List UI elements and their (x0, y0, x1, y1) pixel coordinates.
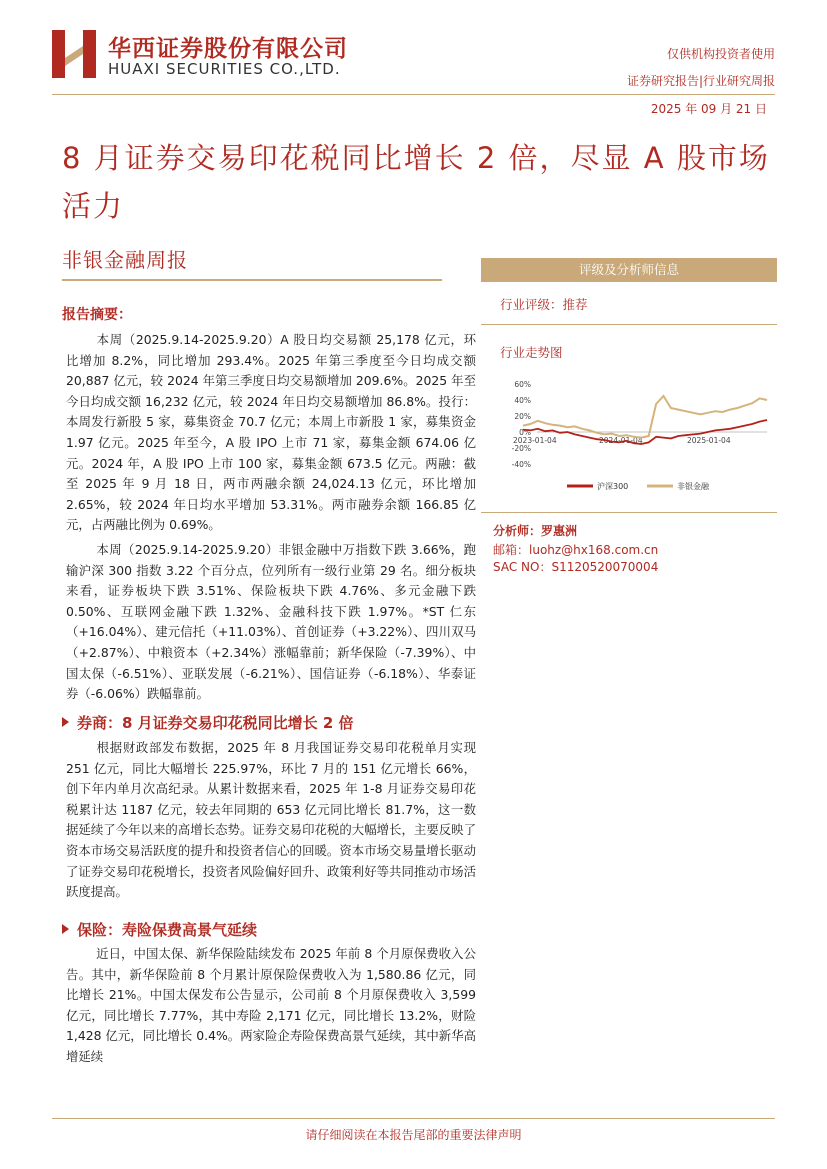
section-insurance-paragraph: 近日，中国太保、新华保险陆续发布 2025 年前 8 个月原保费收入公告。其中，新华保险前 8 个月累计原保险保费收入为 1,580.86 亿元，同比增长 21%。中国太保发布公告显示，公司前 8 个月原保费收入 3,599 亿元，同比增长 7.77%，其中寿险 2,171 亿元，同比增长 13.2%，财险 1,428 亿元，同比增长 0.4%。两家险企寿险保费高景气延续，其中新华高增延续 (66, 946, 476, 1064)
y-tick-label: 20% (514, 412, 531, 421)
section-insurance-heading: 保险：寿险保费高景气延续 (62, 919, 257, 940)
report-title: 8 月证券交易印花税同比增长 2 倍，尽显 A 股市场活力 (62, 141, 770, 223)
analyst-email[interactable]: 邮箱：luohz@hx168.com.cn (493, 543, 659, 557)
triangle-bullet-icon (62, 717, 69, 727)
y-tick-label: -20% (511, 444, 531, 453)
x-tick-label: 2023-01-04 (513, 436, 557, 445)
y-tick-label: 0% (519, 428, 531, 437)
audience-note: 仅供机构投资者使用 (666, 47, 775, 61)
report-subtitle: 非银金融周报 (62, 248, 188, 272)
trend-chart-label: 行业走势图 (500, 345, 563, 360)
sidebar-divider (481, 512, 777, 513)
summary-heading: 报告摘要： (62, 307, 132, 323)
triangle-bullet-icon (62, 924, 69, 934)
section-brokers-paragraph: 根据财政部发布数据，2025 年 8 月我国证券交易印花税单月实现 251 亿元，同比大幅增长 225.97%，环比 7 月的 151 亿元增长 66%，创下年内单月次高纪录。从累计数据来看，2025 年 1-8 月证券交易印花税累计达 1187 亿元，较去年同期的 653 亿元同比增长 81.7%，这一数据延续了今年以来的高增长态势。证券交易印花税的大幅增长，主要反映了资本市场交易活跃度的提升和投资者信心的回暖。资本市场交易量增长驱动了证券交易印花税增长，投资者风险偏好回升、政策利好等共同推动市场活跃度提高。 (66, 740, 476, 900)
summary-paragraph-2: 本周（2025.9.14-2025.9.20）非银金融中万指数下跌 3.66%，跑输沪深 300 指数 3.22 个百分点，位列所有一级行业第 29 名。细分板块来看，证券板块下跌 3.51%、保险板块下跌 4.76%、多元金融下跌 0.50%、互联网金融下跌 1.32%、金融科技下跌 1.97%。*ST 仁东（+16.04%）、建元信托（+11.03%）、首创证券（+3.22%）、四川双马（+2.87%）、中粮资本（+2.34%）涨幅靠前；新华保险（-7.39%）、中国太保（-6.51%）、亚联发展（-6.21%）、国信证券（-6.18%）、华泰证券（-6.06%）跌幅靠前。 (66, 542, 476, 702)
analyst-sac-number: SAC NO：S1120520070004 (493, 560, 659, 574)
series-line (523, 396, 767, 438)
summary-paragraph-1: 本周（2025.9.14-2025.9.20）A 股日均交易额 25,178 亿元，环比增加 8.2%，同比增加 293.4%。2025 年第三季度至今日均成交额 20,887 亿元，较 2024 年第三季度日均交易额增加 209.6%。2025 年至今日均成交额 16,232 亿元，较 2024 年日均交易额增加 86.8%。投行：本周发行新股 5 家，募集资金 70.7 亿元；本周上市新股 1 家，募集资金 1.97 亿元。2025 年至今，A 股 IPO 上市 71 家，募集金额 674.06 亿元。2024 年，A 股 IPO 上市 100 家，募集金额 673.5 亿元。两融：截至 2025 年 9 月 18 日，两市两融余额 24,024.13 亿元，环比增加 2.65%，较 2024 年日均水平增加 53.31%。两市融券余额 166.85 亿元，占两融比例为 0.69%。 (66, 332, 476, 533)
report-type: 证券研究报告|行业研究周报 (626, 74, 775, 88)
industry-rating: 行业评级：推荐 (500, 297, 588, 312)
subtitle-underline (62, 279, 442, 281)
legend-label: 非银金融 (677, 482, 709, 491)
trend-chart (481, 370, 777, 500)
company-name-en: HUAXI SECURITIES CO.,LTD. (108, 60, 341, 78)
y-tick-label: 40% (514, 396, 531, 405)
x-tick-label: 2024-01-04 (599, 436, 643, 445)
legend-label: 沪深300 (597, 482, 629, 491)
analyst-name: 分析师：罗惠洲 (493, 524, 578, 538)
sidebar-divider (481, 324, 777, 325)
y-tick-label: -40% (511, 460, 531, 469)
rating-box-title: 评级及分析师信息 (481, 258, 777, 282)
company-name-cn: 华西证券股份有限公司 (108, 36, 348, 62)
footer-divider (52, 1118, 775, 1119)
footer-disclaimer: 请仔细阅读在本报告尾部的重要法律声明 (305, 1128, 522, 1142)
header-divider (52, 94, 775, 95)
x-tick-label: 2025-01-04 (687, 436, 731, 445)
huaxi-logo-icon (52, 30, 96, 78)
y-tick-label: 60% (514, 380, 531, 389)
report-date: 2025 年 09 月 21 日 (650, 102, 767, 116)
section-brokers-heading: 券商：8 月证券交易印花税同比增长 2 倍 (62, 712, 354, 733)
